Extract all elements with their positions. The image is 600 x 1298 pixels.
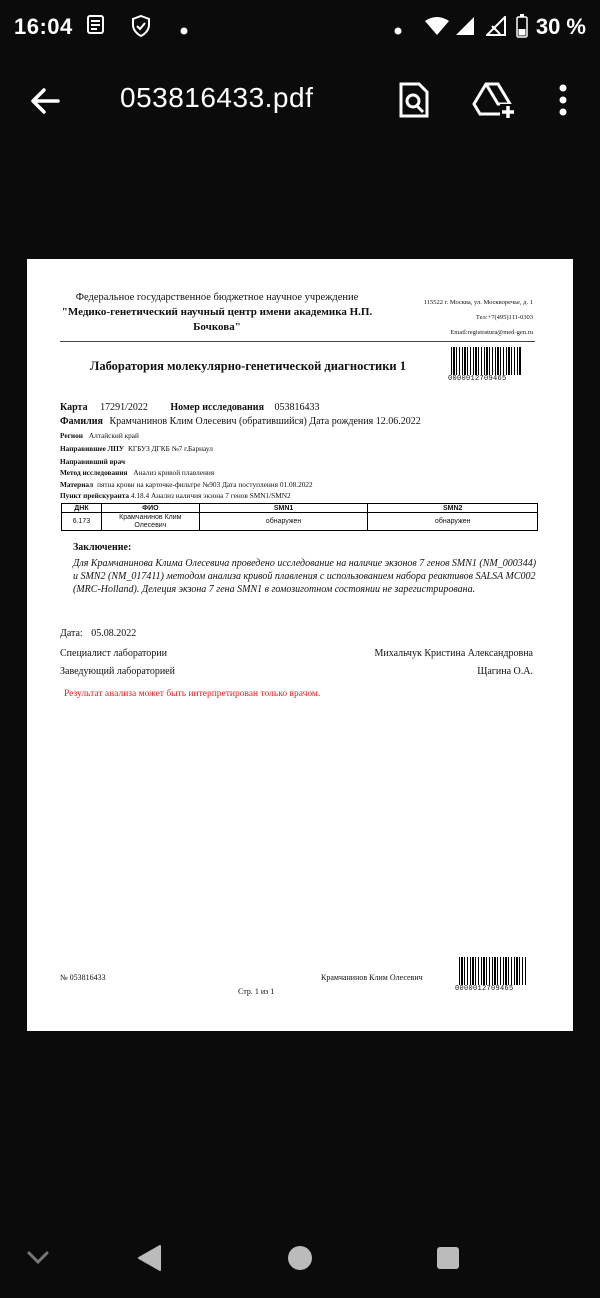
footer-patient: Крамчанинов Клим Олесевич [321, 973, 423, 982]
conclusion-text: Для Крамчанинова Клима Олесевича проведено исследование на наличие экзонов 7 генов SMN1 (NM_000344) и SMN2 (NM_017411) методом анализа кривой плавления с использованием набора реактивов SALSA MC002 (MRC-Holland). Делеция экзона 7 гена SMN1 в гомозиготном состоянии не зарегистрирована. [73, 558, 537, 595]
org-email: Email:registratura@med-gen.ru [450, 329, 533, 336]
org-header [57, 291, 377, 335]
card-label: Карта [60, 402, 88, 413]
cell-smn1: обнаружен [199, 513, 368, 531]
price-label: Пункт прейскуранта [60, 491, 130, 500]
cell-dna: 6.173 [62, 513, 102, 531]
region-value: Алтайский край [88, 431, 139, 440]
surname-row [60, 416, 421, 427]
wifi-icon [424, 16, 450, 41]
barcode-footer [459, 957, 527, 985]
table-header-smn2: SMN2 [368, 504, 538, 513]
more-vert-icon[interactable] [548, 80, 578, 122]
card-row [60, 402, 319, 413]
study-value: 053816433 [274, 402, 320, 413]
app-bar [0, 66, 600, 136]
back-arrow-icon[interactable] [28, 84, 68, 120]
org-address: 115522 г. Москва, ул. Москворечье, д. 1 [423, 299, 533, 306]
notes-icon [86, 14, 106, 41]
recents-square-icon[interactable] [436, 1246, 460, 1275]
cell-name [101, 513, 199, 531]
table-header-name: ФИО [101, 504, 199, 513]
signal-icon [455, 16, 475, 41]
material-label: Материал [60, 480, 94, 489]
table-header-dna: ДНК [62, 504, 102, 513]
referring-row [60, 444, 213, 453]
material-value: пятна крови на карточке-фильтре №903 Дата поступления 01.08.2022 [97, 480, 313, 489]
shield-icon [130, 14, 152, 43]
search-doc-icon[interactable] [396, 80, 438, 122]
back-triangle-icon[interactable] [136, 1244, 162, 1277]
battery-percent: 30 % [535, 14, 586, 39]
results-table [61, 503, 538, 531]
drive-add-icon[interactable] [472, 80, 514, 122]
pdf-page[interactable] [27, 259, 573, 1031]
table-header-row [62, 504, 538, 513]
system-nav-bar [0, 1222, 600, 1298]
dot-icon [394, 22, 402, 40]
card-value: 17291/2022 [100, 402, 148, 413]
method-row [60, 468, 214, 477]
barcode-top [451, 347, 521, 375]
org-contacts [424, 295, 533, 340]
date-row [60, 628, 136, 639]
barcode-top-number: 0000012709465 [448, 375, 507, 383]
method-value: Анализ кривой плавления [133, 468, 215, 477]
warning-text: Результат анализа может быть интерпретирован только врачом. [64, 689, 321, 699]
cell-name-line-1: Крамчанинов Клим [119, 513, 182, 521]
file-title: 053816433.pdf [120, 82, 314, 113]
table-header-smn1: SMN1 [199, 504, 368, 513]
material-row [60, 480, 313, 489]
dot-icon [180, 22, 188, 40]
header-divider [60, 341, 535, 342]
surname-value: Крамчанинов Клим Олесевич (обратившийся) Дата рождения 12.06.2022 [109, 416, 421, 427]
org-line-3: Бочкова" [193, 321, 241, 333]
collapse-chevron-icon[interactable] [26, 1250, 50, 1271]
footer-page: Стр. 1 из 1 [238, 987, 275, 996]
head-name: Щагина О.А. [477, 666, 533, 677]
date-label: Дата: [60, 628, 83, 639]
price-value: 4.18.4 Анализ наличия экзона 7 генов SMN1/SMN2 [130, 491, 291, 500]
table-row [62, 513, 538, 531]
clock: 16:04 [14, 14, 73, 39]
price-row [60, 491, 291, 500]
home-circle-icon[interactable] [287, 1245, 313, 1276]
cell-smn2: обнаружен [368, 513, 538, 531]
referring-value: КГБУЗ ДГКБ №7 г.Барнаул [127, 444, 213, 453]
date-value: 05.08.2022 [91, 628, 137, 639]
study-label: Номер исследования [170, 402, 264, 413]
battery-icon [516, 14, 528, 43]
status-bar [0, 0, 600, 54]
surname-label: Фамилия [60, 416, 103, 427]
lab-title: Лаборатория молекулярно-генетической диагностики 1 [90, 359, 406, 373]
region-label: Регион [60, 431, 83, 440]
footer-number: № 053816433 [60, 973, 106, 982]
org-line-2: "Медико-генетический научный центр имени академика Н.П. [61, 306, 373, 318]
doctor-label: Направивший врач [60, 457, 126, 466]
referring-label: Направившее ЛПУ [60, 444, 125, 453]
doctor-row [60, 457, 125, 466]
conclusion-heading: Заключение: [73, 542, 132, 553]
cell-name-line-2: Олесевич [134, 521, 167, 529]
head-label: Заведующий лабораторией [60, 666, 175, 677]
org-line-1: Федеральное государственное бюджетное научное учреждение [75, 292, 359, 303]
specialist-label: Специалист лаборатории [60, 648, 167, 659]
method-label: Метод исследования [60, 468, 128, 477]
specialist-name: Михальчук Кристина Александровна [374, 648, 533, 659]
barcode-footer-number: 0000012709465 [455, 985, 514, 993]
region-row [60, 431, 139, 440]
signal-icon [486, 16, 506, 41]
org-phone: Тел:+7(495)111-0303 [475, 314, 533, 321]
